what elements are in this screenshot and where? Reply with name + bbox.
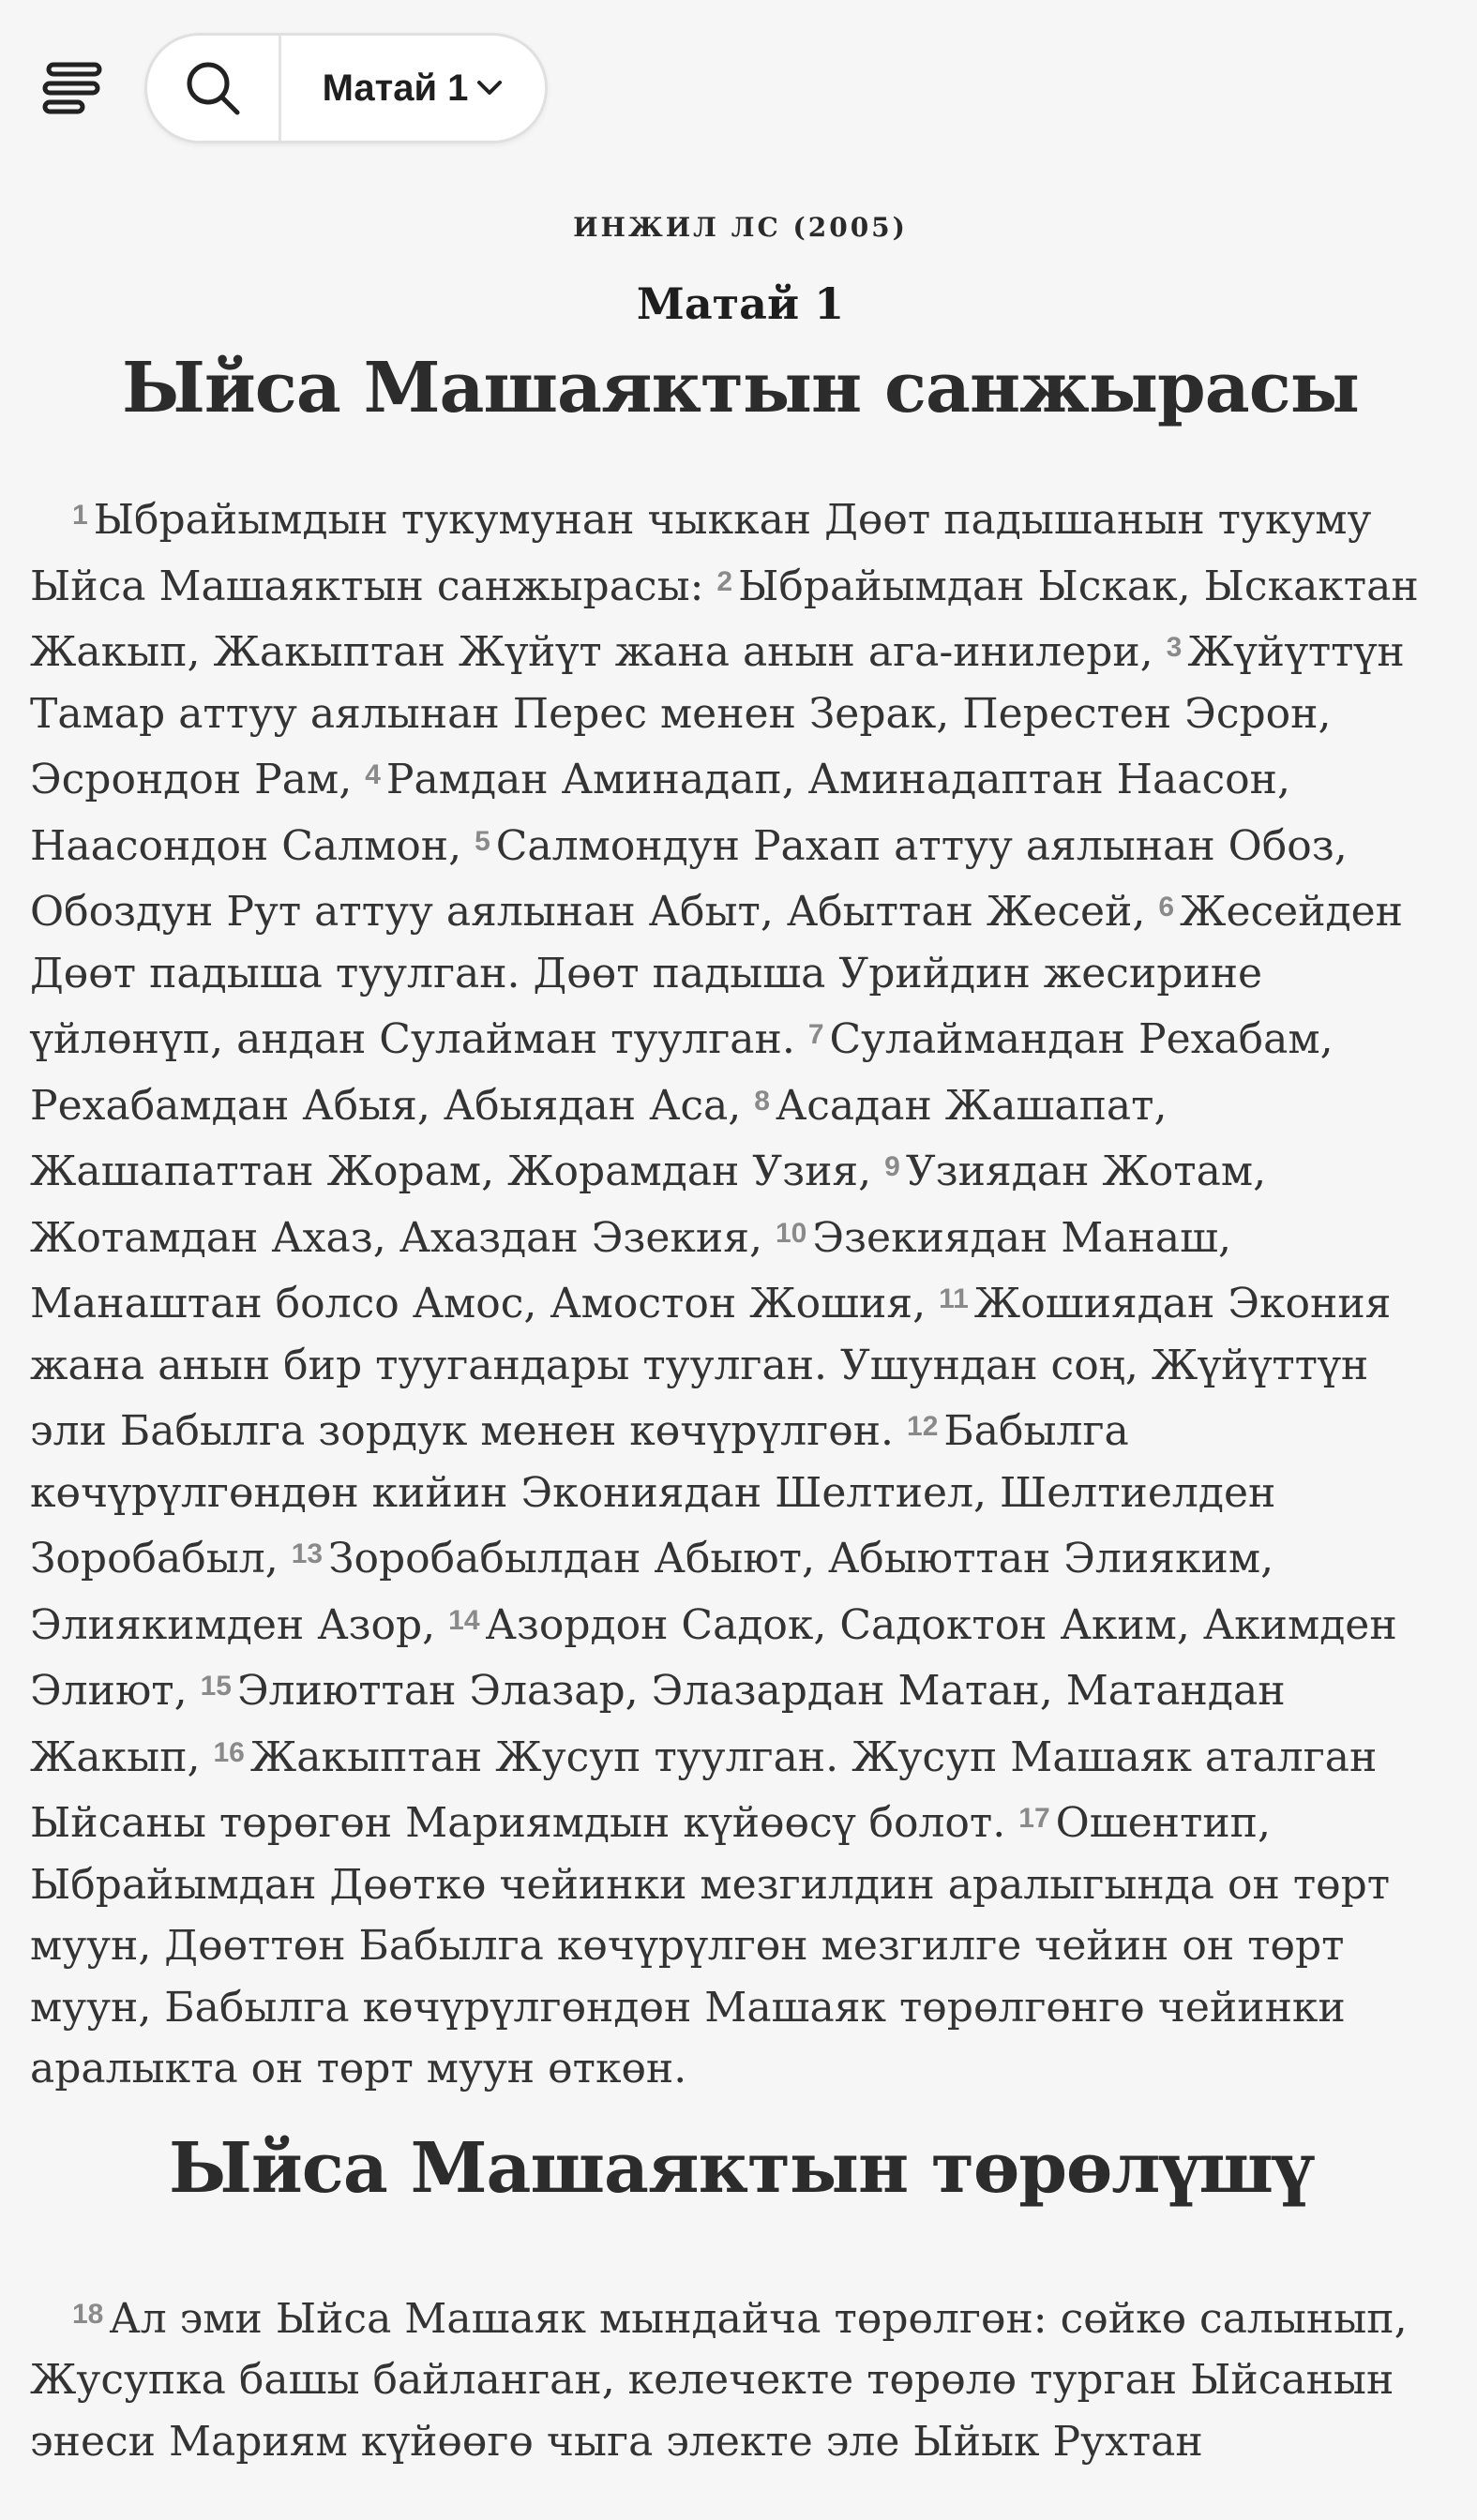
verse-text: Ал эми Ыйса Машаяк мындайча төрөлгөн: сөйкө салынып, Жусупка башы байланган, келечекте төрөлө турган Ыйсанын энеси Мариям күйөөгө чыга электе эле Ыйык Рухтан xyxy=(30,2294,1408,2466)
top-bar xyxy=(0,0,1477,169)
verse-text: Жошиядан Экония жана анын бир туугандары туулган. Ушундан соң, Жүйүттүн эли Бабылга зордук менен көчүрүлгөн. xyxy=(30,1280,1392,1455)
chevron-down-icon xyxy=(475,79,504,98)
menu-icon xyxy=(41,59,105,121)
verse-text: Жакыптан Жусуп туулган. Жусуп Машаяк аталган Ыйсаны төрөгөн Мариямдын күйөөсү болот. xyxy=(30,1732,1378,1847)
chapter-selector-button[interactable] xyxy=(281,36,545,141)
verse-text: Ошентип, Ыбрайымдан Дөөткө чейинки мезгилдин аралыгында он төрт муун, Дөөттөн Бабылга көчүрүлгөн мезгилге чейин он төрт муун, Бабылга көчүрүлгөндөн Машаяк төрөлгөнгө чейинки аралыкта он төрт муун өткөн. xyxy=(30,1799,1391,2092)
verse-number[interactable]: 11 xyxy=(939,1283,969,1314)
verse-text: Салмондун Рахап аттуу аялынан Обоз, Обоздун Рут аттуу аялынан Абыт, Абыттан Жесей, xyxy=(30,821,1348,936)
verse-number[interactable]: 18 xyxy=(72,2298,104,2330)
verse-text: Жүйүттүн Тамар аттуу аялынан Перес менен Зерак, Перестен Эсрон, Эсрондон Рам, xyxy=(30,628,1405,803)
verse-number[interactable]: 17 xyxy=(1018,1803,1050,1834)
verse-number[interactable]: 3 xyxy=(1166,632,1183,663)
section-heading: Ыйса Машаяктын төрөлүшү xyxy=(169,2127,1312,2209)
search-icon xyxy=(183,58,243,118)
verse-number[interactable]: 10 xyxy=(775,1217,807,1249)
verse-text: Асадан Жашапат, Жашапаттан Жорам, Жорамдан Узия, xyxy=(30,1081,1168,1195)
section-heading: Ыйса Машаяктын санжырасы xyxy=(122,348,1359,428)
paragraph xyxy=(30,485,1451,2100)
chapter-selector-label: Матай 1 xyxy=(322,67,469,109)
verse-number[interactable]: 13 xyxy=(291,1538,324,1569)
reader-content xyxy=(30,188,1451,2472)
verse-text: Жесейден Дөөт падыша туулган. Дөөт падыша Урийдин жесирине үйлөнүп, андан Сулайман туулган. xyxy=(30,888,1403,1063)
verse-text: Бабылга көчүрүлгөндөн кийин Экониядан Шелтиел, Шелтиелден Зоробабыл, xyxy=(30,1407,1276,1582)
verse-text: Ыбрайымдын тукумунан чыккан Дөөт падышанын тукуму Ыйса Машаяктын санжырасы: xyxy=(30,496,1372,610)
verse-text: Ыбрайымдан Ыскак, Ыскактан Жакып, Жакыптан Жүйүт жана анын ага-инилери, xyxy=(30,562,1419,676)
verse-number[interactable]: 1 xyxy=(72,500,88,531)
reader-nav-pill xyxy=(144,33,548,143)
search-button[interactable] xyxy=(147,36,281,141)
menu-button[interactable] xyxy=(38,54,109,126)
verse-text: Сулаймандан Рехабам, Рехабамдан Абыя, Абыядан Аса, xyxy=(30,1015,1334,1130)
verse-number[interactable]: 5 xyxy=(475,825,490,857)
verse-number[interactable]: 14 xyxy=(448,1604,480,1636)
verse-text: Рамдан Аминадап, Аминадаптан Наасон, Наасондон Салмон, xyxy=(30,756,1290,870)
verse xyxy=(30,2295,1408,2466)
chapter-title: Матай 1 xyxy=(636,278,845,329)
verse-number[interactable]: 15 xyxy=(200,1671,232,1702)
verse-number[interactable]: 9 xyxy=(884,1151,900,1182)
verse-text: Узиядан Жотам, Жотамдан Ахаз, Ахаздан Эзекия, xyxy=(30,1148,1267,1262)
verse-number[interactable]: 4 xyxy=(365,759,381,790)
verse-text: Азордон Садок, Садоктон Аким, Акимден Элиют, xyxy=(30,1600,1397,1715)
verse-text: Эзекиядан Манаш, Манаштан болсо Амос, Амостон Жошия, xyxy=(30,1213,1232,1328)
verse-number[interactable]: 7 xyxy=(807,1019,824,1050)
version-label: ИНЖИЛ ЛС (2005) xyxy=(573,212,908,243)
verse-number[interactable]: 12 xyxy=(907,1411,939,1442)
paragraph xyxy=(30,2284,1451,2473)
verse-text: Зоробабылдан Абыют, Абыюттан Элияким, Элиякимден Азор, xyxy=(30,1535,1274,1649)
verse-number[interactable]: 8 xyxy=(754,1085,770,1117)
verse-number[interactable]: 6 xyxy=(1158,892,1175,922)
verse-text: Элиюттан Элазар, Элазардан Матан, Матандан Жакып, xyxy=(30,1667,1286,1781)
verse-number[interactable]: 16 xyxy=(213,1736,245,1768)
verse-number[interactable]: 2 xyxy=(716,565,733,597)
